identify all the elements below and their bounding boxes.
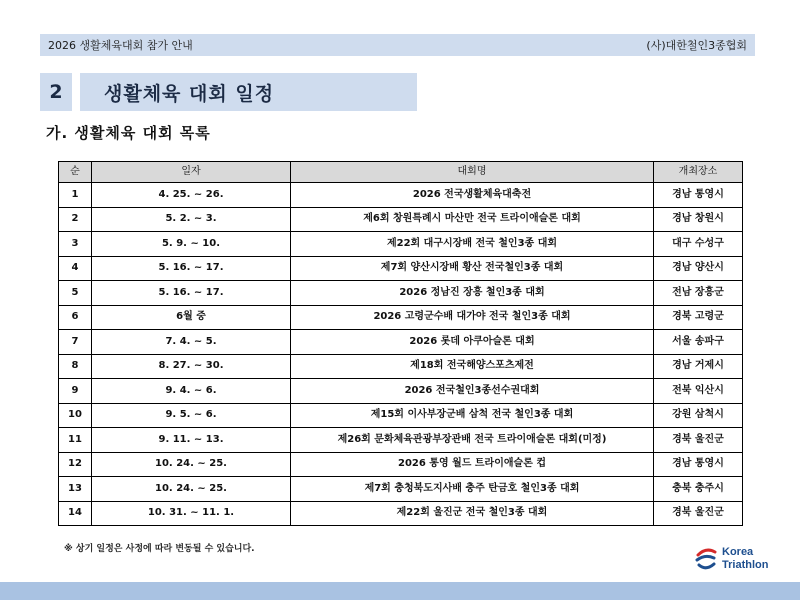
top-header-bar [40,34,755,56]
table-row [59,428,743,453]
table-row [59,477,743,502]
cell-event-name: 제7회 양산시장배 황산 전국철인3종 대회 [291,256,654,281]
table-row [59,305,743,330]
cell-venue: 강원 삼척시 [654,403,743,428]
cell-date: 5. 16. ~ 17. [92,256,291,281]
cell-date: 8. 27. ~ 30. [92,354,291,379]
header-right-text: (사)대한철인3종협회 [646,39,747,52]
table-row [59,403,743,428]
cell-date: 5. 2. ~ 3. [92,207,291,232]
cell-venue: 경북 울진군 [654,428,743,453]
cell-event-name: 2026 롯데 아쿠아슬론 대회 [291,330,654,355]
cell-number: 7 [59,330,92,355]
column-header-date: 일자 [92,162,291,183]
cell-event-name: 제22회 대구시장배 전국 철인3종 대회 [291,232,654,257]
cell-number: 8 [59,354,92,379]
table-row [59,452,743,477]
cell-date: 10. 24. ~ 25. [92,452,291,477]
cell-venue: 경남 통영시 [654,452,743,477]
cell-date: 9. 5. ~ 6. [92,403,291,428]
table-row [59,501,743,526]
cell-event-name: 제6회 창원특례시 마산만 전국 트라이애슬론 대회 [291,207,654,232]
cell-date: 5. 9. ~ 10. [92,232,291,257]
cell-venue: 경남 창원시 [654,207,743,232]
cell-event-name: 2026 전국생활체육대축전 [291,183,654,208]
korea-triathlon-logo-icon [694,545,718,573]
cell-number: 11 [59,428,92,453]
table-row [59,232,743,257]
section-title: 생활체육 대회 일정 [80,73,417,111]
column-header-event-name: 대회명 [291,162,654,183]
cell-event-name: 2026 정남진 장흥 철인3종 대회 [291,281,654,306]
table-row [59,256,743,281]
cell-date: 10. 24. ~ 25. [92,477,291,502]
table-header-row [59,162,743,183]
korea-triathlon-logo [694,542,794,576]
table-row [59,207,743,232]
cell-venue: 경남 통영시 [654,183,743,208]
cell-number: 2 [59,207,92,232]
cell-event-name: 2026 전국철인3종선수권대회 [291,379,654,404]
cell-number: 9 [59,379,92,404]
cell-venue: 전북 익산시 [654,379,743,404]
cell-date: 6월 중 [92,305,291,330]
column-header-venue: 개최장소 [654,162,743,183]
column-header-number: 순 [59,162,92,183]
cell-number: 4 [59,256,92,281]
cell-number: 3 [59,232,92,257]
cell-venue: 경남 거제시 [654,354,743,379]
cell-venue: 충북 충주시 [654,477,743,502]
cell-date: 9. 4. ~ 6. [92,379,291,404]
cell-event-name: 제18회 전국해양스포츠제전 [291,354,654,379]
cell-number: 13 [59,477,92,502]
cell-event-name: 2026 고령군수배 대가야 전국 철인3종 대회 [291,305,654,330]
cell-event-name: 제15회 이사부장군배 삼척 전국 철인3종 대회 [291,403,654,428]
cell-venue: 경북 고령군 [654,305,743,330]
logo-text-line2: Triathlon [722,559,769,571]
cell-date: 9. 11. ~ 13. [92,428,291,453]
cell-date: 5. 16. ~ 17. [92,281,291,306]
cell-event-name: 제22회 울진군 전국 철인3종 대회 [291,501,654,526]
cell-date: 7. 4. ~ 5. [92,330,291,355]
table-row [59,281,743,306]
table-row [59,379,743,404]
cell-number: 10 [59,403,92,428]
cell-number: 6 [59,305,92,330]
cell-venue: 대구 수성구 [654,232,743,257]
cell-number: 12 [59,452,92,477]
logo-text-line1: Korea [722,546,754,558]
table-row [59,354,743,379]
schedule-table [58,161,743,526]
sub-title: 가. 생활체육 대회 목록 [46,124,211,142]
table-row [59,330,743,355]
footnote: ※ 상기 일정은 사정에 따라 변동될 수 있습니다. [64,544,255,554]
cell-event-name: 제7회 충청북도지사배 충주 탄금호 철인3종 대회 [291,477,654,502]
header-left-text: 2026 생활체육대회 참가 안내 [48,39,193,52]
cell-number: 14 [59,501,92,526]
table-body [59,183,743,526]
cell-venue: 전남 장흥군 [654,281,743,306]
cell-event-name: 2026 통영 월드 트라이애슬론 컵 [291,452,654,477]
cell-venue: 경북 울진군 [654,501,743,526]
cell-event-name: 제26회 문화체육관광부장관배 전국 트라이애슬론 대회(미정) [291,428,654,453]
cell-number: 1 [59,183,92,208]
logo-text [722,546,768,572]
cell-venue: 서울 송파구 [654,330,743,355]
cell-number: 5 [59,281,92,306]
cell-date: 4. 25. ~ 26. [92,183,291,208]
cell-venue: 경남 양산시 [654,256,743,281]
table-row [59,183,743,208]
cell-date: 10. 31. ~ 11. 1. [92,501,291,526]
section-number: 2 [40,73,72,111]
bottom-decorative-bar [0,582,800,600]
